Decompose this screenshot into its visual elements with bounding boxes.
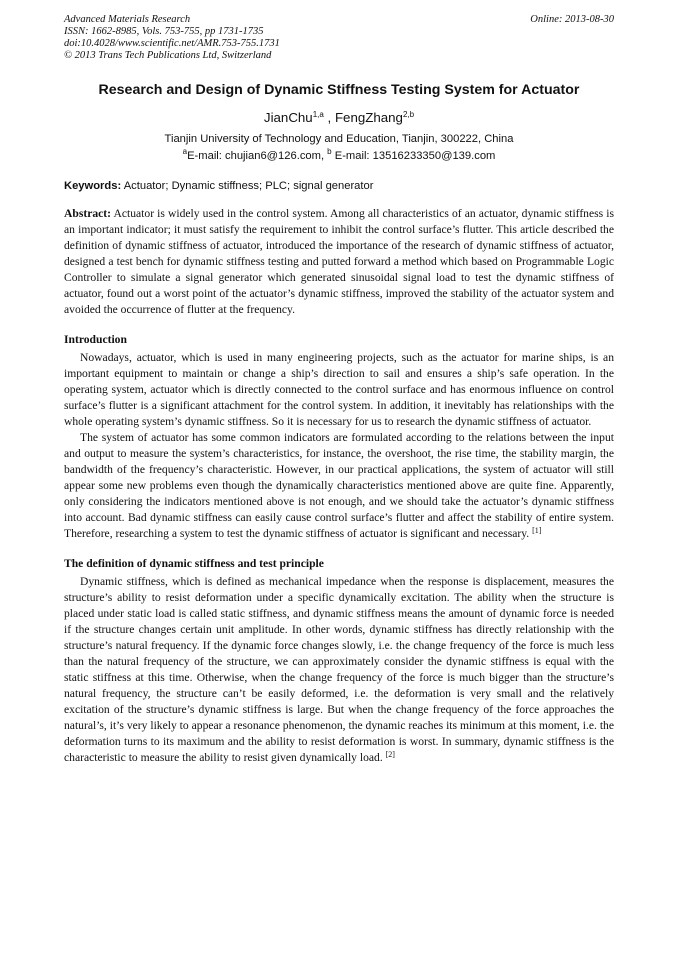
keywords-text: Actuator; Dynamic stiffness; PLC; signal generator [121,180,374,192]
author-affiliation-mark: 2,b [402,110,415,119]
citation-ref[interactable]: [1] [532,526,542,535]
affiliation: Tianjin University of Technology and Education, Tianjin, 300222, China [164,133,514,145]
section-heading: Introduction [64,333,127,346]
paragraph-text: Dynamic stiffness, which is defined as mechanical impedance when the response is displacement, measures the structure’s ability to resist deformation under a specific dynamically excitation. The ability when the structure is placed under static load is called static stiffness, and dynamic stiffness means the amount of dynamic force is needed if the structure changes certain unit amplitude. In other words, dynamic stiffness has directly relationship with the structure’s natural frequency. If the dynamic force changes slowly, i.e. the change frequency of the force is much less than the natural frequency of the structure, we can approximately consider the dynamic stiffness is equal with the static stiffness at this time. Otherwise, when the change frequency of the force is much bigger than the structure’s natural frequency, the structure can’t be easily deformed, i.e. the deformation is very small and the relatively excitation of the structure’s dynamic stiffness is large. But when the change frequency of the force approaches the natural’s, it’s very likely to appear a resonance phenomenon, the dynamic reaches its minimum at this moment, i.e. the deformation turns to its maximum and the ability to resist deformation is worst. In summary, dynamic stiffness is the characteristic to measure the ability to resist given dynamically load. [64,575,614,764]
keywords-label: Keywords: [64,180,122,192]
body-paragraph: Nowadays, actuator, which is used in many engineering projects, such as the actuator for marine ships, is an important equipment to maintain or change a ship’s direction to sail and ensures a ship’s safe operation. In the operating system, actuator which is directly connected to the control surface and has enormous influence on control surface’s flutter is a significant attachment for the control system. In addition, it inevitably has relationships with the whole operating system’s dynamic stiffness. So it is necessary for us to research the dynamic stiffness of actuator. [64,351,614,428]
journal-name: Advanced Materials Research [64,14,191,25]
keywords [64,180,614,192]
author-name: JianChu [263,110,313,125]
online-date: Online: 2013-08-30 [530,14,614,25]
email-line [64,147,614,162]
email-text: E-mail: chujian6@126.com, [187,150,328,162]
body-paragraph [64,574,614,766]
author-affiliation-mark: 1,a [312,110,324,119]
doi-line: doi:10.4028/www.scientific.net/AMR.753-755.1731 [64,38,280,49]
email-text: E-mail: 13516233350@139.com [331,150,496,162]
email-mark: b [327,147,332,156]
copyright-line: © 2013 Trans Tech Publications Ltd, Switzerland [64,50,272,61]
paragraph-text: The system of actuator has some common indicators are formulated according to the relations between the input and output to measure the system’s characteristics, for instance, the overshoot, the rise time, the stability margin, the bandwidth of the frequency’s characteristic. However, in our practical applications, the system of actuator will still appear some new problems even though the dynamically characteristics mentioned above are quite fine. Apparently, only considering the indicators mentioned above is not enough, and we should take the actuator’s dynamic stiffness into account. Bad dynamic stiffness can easily cause control surface’s flutter and affect the stability of entire system. Therefore, researching a system to test the dynamic stiffness of actuator is significant and necessary. [64,431,614,540]
author-separator: , [323,110,335,125]
author-name: FengZhang [334,110,403,125]
paper-title: Research and Design of Dynamic Stiffness Testing System for Actuator [98,82,580,98]
abstract-label: Abstract: [64,207,112,220]
abstract [64,206,614,318]
citation-ref[interactable]: [2] [385,750,395,759]
author-line [64,110,614,125]
body-paragraph [64,430,614,542]
section-heading: The definition of dynamic stiffness and test principle [64,557,324,570]
issn-line: ISSN: 1662-8985, Vols. 753-755, pp 1731-1735 [64,26,264,37]
email-mark: a [182,147,188,156]
journal-header [64,14,614,62]
abstract-text: Actuator is widely used in the control system. Among all characteristics of an actuator, dynamic stiffness is an important indicator; it must satisfy the requirement to inhibit the control surface’s flutter. This article described the definition of dynamic stiffness of actuator, introduced the importance of the research of dynamic stiffness of actuator, designed a test bench for dynamic stiffness testing and putted forward a method which based on Programmable Logic Controller to simulate a signal generator which generated sinusoidal signal load to test the dynamic stiffness of actuator, found out a worst point of the actuator’s dynamic stiffness, improved the stability of the actuator system and avoided the occurrence of flutter at the frequency. [64,207,614,316]
